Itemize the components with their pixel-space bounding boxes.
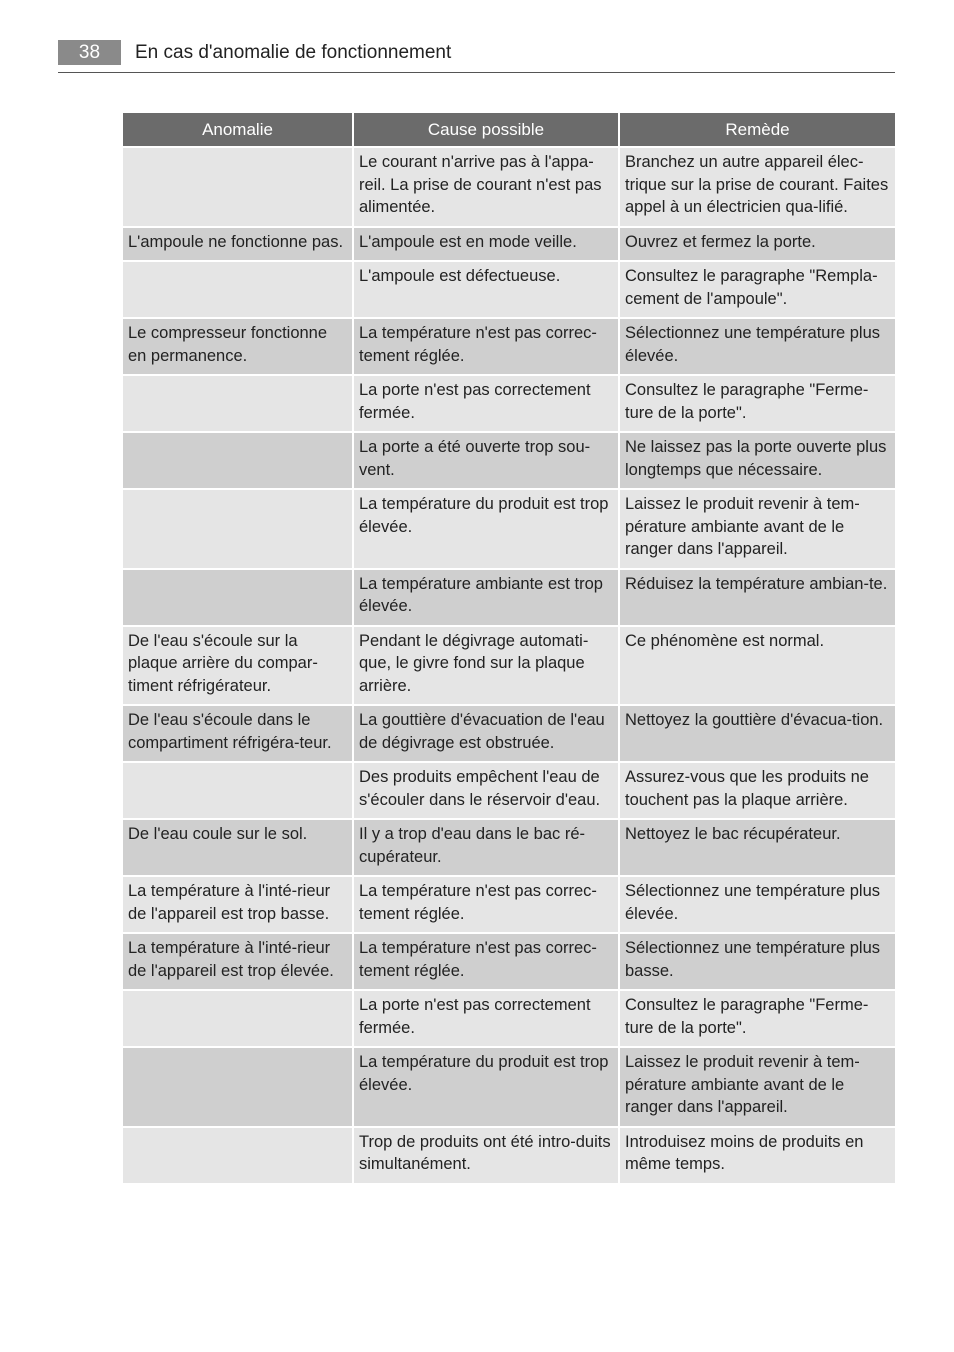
- cause-cell: Le courant n'arrive pas à l'appa-reil. La prise de courant n'est pas alimentée.: [353, 147, 619, 227]
- cause-cell: La gouttière d'évacuation de l'eau de dégivrage est obstruée.: [353, 705, 619, 762]
- column-header-cause: Cause possible: [353, 112, 619, 147]
- remedy-cell: Sélectionnez une température plus basse.: [619, 933, 896, 990]
- cause-cell: La température n'est pas correc-tement réglée.: [353, 933, 619, 990]
- cause-cell: Des produits empêchent l'eau de s'écouler dans le réservoir d'eau.: [353, 762, 619, 819]
- table-header-row: [122, 112, 896, 147]
- table-row: [122, 705, 896, 762]
- anomaly-cell: [122, 1047, 353, 1127]
- table-row: [122, 990, 896, 1047]
- anomaly-cell: L'ampoule ne fonctionne pas.: [122, 227, 353, 262]
- cause-cell: La température ambiante est trop élevée.: [353, 569, 619, 626]
- anomaly-cell: [122, 1127, 353, 1184]
- remedy-cell: Nettoyez la gouttière d'évacua-tion.: [619, 705, 896, 762]
- cause-cell: La température n'est pas correc-tement réglée.: [353, 318, 619, 375]
- anomaly-cell: [122, 147, 353, 227]
- table-row: [122, 819, 896, 876]
- remedy-cell: Assurez-vous que les produits ne touchent pas la plaque arrière.: [619, 762, 896, 819]
- anomaly-cell: Le compresseur fonctionne en permanence.: [122, 318, 353, 375]
- remedy-cell: Sélectionnez une température plus élevée.: [619, 876, 896, 933]
- remedy-cell: Consultez le paragraphe "Ferme-ture de la porte".: [619, 990, 896, 1047]
- cause-cell: Il y a trop d'eau dans le bac ré-cupérateur.: [353, 819, 619, 876]
- column-header-anomaly: Anomalie: [122, 112, 353, 147]
- anomaly-cell: De l'eau s'écoule sur la plaque arrière du compar-timent réfrigérateur.: [122, 626, 353, 706]
- troubleshooting-table: [121, 111, 897, 1185]
- anomaly-cell: [122, 489, 353, 569]
- cause-cell: Pendant le dégivrage automati-que, le givre fond sur la plaque arrière.: [353, 626, 619, 706]
- anomaly-cell: [122, 762, 353, 819]
- cause-cell: La porte a été ouverte trop sou-vent.: [353, 432, 619, 489]
- table-row: [122, 762, 896, 819]
- table-row: [122, 318, 896, 375]
- table-row: [122, 1127, 896, 1184]
- table-row: [122, 147, 896, 227]
- anomaly-cell: De l'eau coule sur le sol.: [122, 819, 353, 876]
- section-title: En cas d'anomalie de fonctionnement: [135, 42, 452, 63]
- table-row: [122, 876, 896, 933]
- cause-cell: La porte n'est pas correctement fermée.: [353, 375, 619, 432]
- remedy-cell: Branchez un autre appareil élec-trique sur la prise de courant. Faites appel à un électricien qua-lifié.: [619, 147, 896, 227]
- remedy-cell: Laissez le produit revenir à tem-pérature ambiante avant de le ranger dans l'appareil.: [619, 1047, 896, 1127]
- anomaly-cell: [122, 569, 353, 626]
- remedy-cell: Nettoyez le bac récupérateur.: [619, 819, 896, 876]
- anomaly-cell: [122, 990, 353, 1047]
- page-header: [58, 40, 895, 73]
- page-number: 38: [58, 40, 121, 65]
- table-row: [122, 261, 896, 318]
- table-row: [122, 626, 896, 706]
- table-row: [122, 489, 896, 569]
- table-row: [122, 1047, 896, 1127]
- cause-cell: La température du produit est trop élevée.: [353, 1047, 619, 1127]
- remedy-cell: Ne laissez pas la porte ouverte plus longtemps que nécessaire.: [619, 432, 896, 489]
- anomaly-cell: La température à l'inté-rieur de l'appareil est trop élevée.: [122, 933, 353, 990]
- table-row: [122, 227, 896, 262]
- remedy-cell: Ouvrez et fermez la porte.: [619, 227, 896, 262]
- remedy-cell: Réduisez la température ambian-te.: [619, 569, 896, 626]
- table-row: [122, 432, 896, 489]
- anomaly-cell: La température à l'inté-rieur de l'appareil est trop basse.: [122, 876, 353, 933]
- column-header-remedy: Remède: [619, 112, 896, 147]
- table-row: [122, 375, 896, 432]
- remedy-cell: Introduisez moins de produits en même temps.: [619, 1127, 896, 1184]
- remedy-cell: Laissez le produit revenir à tem-pérature ambiante avant de le ranger dans l'appareil.: [619, 489, 896, 569]
- anomaly-cell: [122, 261, 353, 318]
- cause-cell: La porte n'est pas correctement fermée.: [353, 990, 619, 1047]
- table-row: [122, 933, 896, 990]
- cause-cell: La température n'est pas correc-tement réglée.: [353, 876, 619, 933]
- cause-cell: L'ampoule est défectueuse.: [353, 261, 619, 318]
- table-row: [122, 569, 896, 626]
- cause-cell: L'ampoule est en mode veille.: [353, 227, 619, 262]
- remedy-cell: Consultez le paragraphe "Ferme-ture de la porte".: [619, 375, 896, 432]
- remedy-cell: Ce phénomène est normal.: [619, 626, 896, 706]
- remedy-cell: Sélectionnez une température plus élevée.: [619, 318, 896, 375]
- cause-cell: La température du produit est trop élevée.: [353, 489, 619, 569]
- anomaly-cell: [122, 432, 353, 489]
- cause-cell: Trop de produits ont été intro-duits simultanément.: [353, 1127, 619, 1184]
- anomaly-cell: [122, 375, 353, 432]
- table-body: [122, 147, 896, 1184]
- remedy-cell: Consultez le paragraphe "Rempla-cement de l'ampoule".: [619, 261, 896, 318]
- anomaly-cell: De l'eau s'écoule dans le compartiment réfrigéra-teur.: [122, 705, 353, 762]
